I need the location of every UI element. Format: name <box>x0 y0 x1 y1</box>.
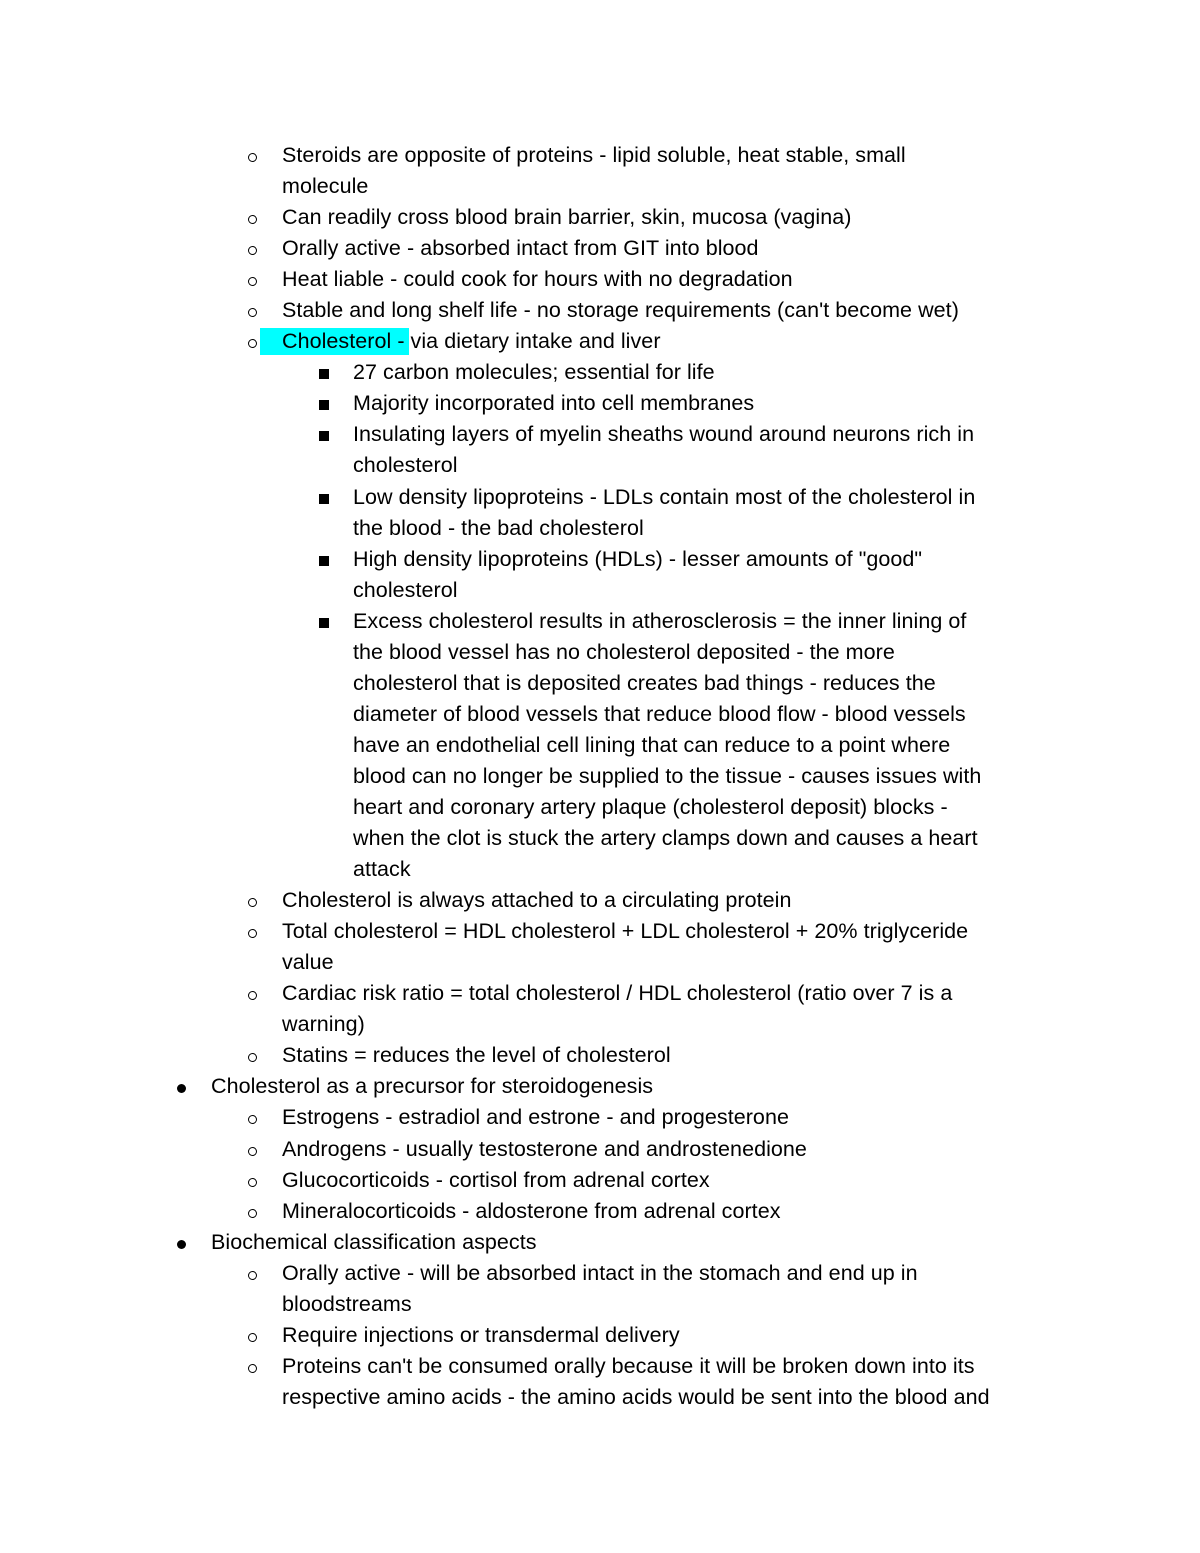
document-page <box>0 140 1200 1413</box>
list-item-continuation <box>0 1382 1200 1413</box>
list-item <box>0 482 1200 513</box>
list-item <box>0 233 1200 264</box>
list-item <box>0 544 1200 575</box>
list-item-text: blood can no longer be supplied to the tissue - causes issues with <box>353 763 982 788</box>
list-item-text: 27 carbon molecules; essential for life <box>353 360 715 385</box>
list-item-text: warning) <box>282 1012 365 1037</box>
list-item-text: diameter of blood vessels that reduce blood flow - blood vessels <box>353 701 966 726</box>
list-item-continuation <box>0 854 1200 885</box>
list-item-continuation <box>0 513 1200 544</box>
list-item-text: Glucocorticoids - cortisol from adrenal cortex <box>282 1167 710 1192</box>
list-item <box>0 606 1200 637</box>
square-bullet-icon <box>319 618 329 628</box>
square-bullet-icon <box>319 556 329 566</box>
list-item-text: Statins = reduces the level of cholesterol <box>282 1043 671 1068</box>
list-item-continuation <box>0 1289 1200 1320</box>
disc-bullet-icon <box>177 1240 186 1249</box>
list-item-text: Proteins can't be consumed orally because it will be broken down into its <box>282 1353 975 1378</box>
circle-bullet-icon <box>248 1364 257 1373</box>
list-item-continuation <box>0 1009 1200 1040</box>
list-item <box>0 1134 1200 1165</box>
list-item-text: value <box>282 950 334 975</box>
circle-bullet-icon <box>248 339 257 348</box>
square-bullet-icon <box>319 494 329 504</box>
list-item-text: respective amino acids - the amino acids would be sent into the blood and <box>282 1384 990 1409</box>
circle-bullet-icon <box>248 1271 257 1280</box>
list-item-text: Orally active - will be absorbed intact in the stomach and end up in <box>282 1260 918 1285</box>
list-item <box>0 388 1200 419</box>
disc-bullet-icon <box>177 1084 186 1093</box>
circle-bullet-icon <box>248 308 257 317</box>
list-item-text: Cardiac risk ratio = total cholesterol / HDL cholesterol (ratio over 7 is a <box>282 981 953 1006</box>
list-item <box>0 1320 1200 1351</box>
list-item-text: when the clot is stuck the artery clamps down and causes a heart <box>353 826 978 851</box>
list-item-continuation <box>0 823 1200 854</box>
circle-bullet-icon <box>248 215 257 224</box>
square-bullet-icon <box>319 400 329 410</box>
list-item <box>0 1040 1200 1071</box>
list-item <box>0 264 1200 295</box>
list-item <box>0 357 1200 388</box>
list-item-continuation <box>0 699 1200 730</box>
circle-bullet-icon <box>248 991 257 1000</box>
list-item-continuation <box>0 947 1200 978</box>
list-item-continuation <box>0 668 1200 699</box>
list-item-text: Steroids are opposite of proteins - lipid soluble, heat stable, small <box>282 143 906 167</box>
list-item-text: Majority incorporated into cell membranes <box>353 391 755 416</box>
list-item <box>0 295 1200 326</box>
list-item-text: Require injections or transdermal delivery <box>282 1322 680 1347</box>
list-item <box>0 916 1200 947</box>
list-item-text: Cholesterol is always attached to a circulating protein <box>282 888 792 913</box>
list-item <box>0 1258 1200 1289</box>
list-item-text: Stable and long shelf life - no storage requirements (can't become wet) <box>282 298 959 323</box>
list-item <box>0 140 1200 171</box>
list-item-continuation <box>0 761 1200 792</box>
list-item-text: the blood - the bad cholesterol <box>353 515 644 540</box>
list-item-continuation <box>0 637 1200 668</box>
circle-bullet-icon <box>248 246 257 255</box>
circle-bullet-icon <box>248 1115 257 1124</box>
list-item-text: Biochemical classification aspects <box>211 1229 537 1254</box>
list-item-text: cholesterol <box>353 577 458 602</box>
list-item-text: Androgens - usually testosterone and androstenedione <box>282 1136 807 1161</box>
list-item-continuation <box>0 575 1200 606</box>
list-item-text: cholesterol <box>353 453 458 478</box>
list-item <box>0 202 1200 233</box>
list-item <box>0 885 1200 916</box>
list-item-text: High density lipoproteins (HDLs) - lesser amounts of "good" <box>353 546 923 571</box>
list-item-text: Total cholesterol = HDL cholesterol + LDL cholesterol + 20% triglyceride <box>282 919 969 944</box>
circle-bullet-icon <box>248 1053 257 1062</box>
list-item-text: Can readily cross blood brain barrier, skin, mucosa (vagina) <box>282 205 852 230</box>
list-item <box>0 978 1200 1009</box>
list-item-continuation <box>0 730 1200 761</box>
list-item-continuation <box>0 792 1200 823</box>
list-item <box>0 419 1200 450</box>
square-bullet-icon <box>319 369 329 379</box>
list-item-text: Cholesterol as a precursor for steroidogenesis <box>211 1074 654 1099</box>
list-item-text: Cholesterol - via dietary intake and liver <box>282 329 661 354</box>
list-item <box>0 1196 1200 1227</box>
circle-bullet-icon <box>248 929 257 938</box>
list-item-text: attack <box>353 857 411 882</box>
list-item-text: Estrogens - estradiol and estrone - and progesterone <box>282 1105 789 1130</box>
list-item-text: cholesterol that is deposited creates bad things - reduces the <box>353 670 936 695</box>
list-item <box>0 326 1200 357</box>
bullet-list <box>0 140 1200 1413</box>
list-item-text: molecule <box>282 174 369 199</box>
list-item-continuation <box>0 450 1200 481</box>
list-item-continuation <box>0 171 1200 202</box>
circle-bullet-icon <box>248 153 257 162</box>
circle-bullet-icon <box>248 1147 257 1156</box>
list-item-text: heart and coronary artery plaque (cholesterol deposit) blocks - <box>353 794 948 819</box>
list-item-text: Mineralocorticoids - aldosterone from adrenal cortex <box>282 1198 781 1223</box>
list-item-text: Orally active - absorbed intact from GIT into blood <box>282 236 759 261</box>
circle-bullet-icon <box>248 898 257 907</box>
list-item <box>0 1165 1200 1196</box>
list-item-text: have an endothelial cell lining that can reduce to a point where <box>353 732 951 757</box>
list-item <box>0 1071 1200 1102</box>
circle-bullet-icon <box>248 1178 257 1187</box>
list-item-text: Excess cholesterol results in atherosclerosis = the inner lining of <box>353 608 967 633</box>
circle-bullet-icon <box>248 277 257 286</box>
list-item-text: Low density lipoproteins - LDLs contain most of the cholesterol in <box>353 484 976 509</box>
list-item <box>0 1227 1200 1258</box>
square-bullet-icon <box>319 431 329 441</box>
list-item-text: Heat liable - could cook for hours with no degradation <box>282 267 793 292</box>
list-item <box>0 1102 1200 1133</box>
circle-bullet-icon <box>248 1209 257 1218</box>
list-item-text: the blood vessel has no cholesterol deposited - the more <box>353 639 895 664</box>
list-item-text: bloodstreams <box>282 1291 412 1316</box>
circle-bullet-icon <box>248 1333 257 1342</box>
list-item-text: Insulating layers of myelin sheaths wound around neurons rich in <box>353 422 975 447</box>
list-item <box>0 1351 1200 1382</box>
